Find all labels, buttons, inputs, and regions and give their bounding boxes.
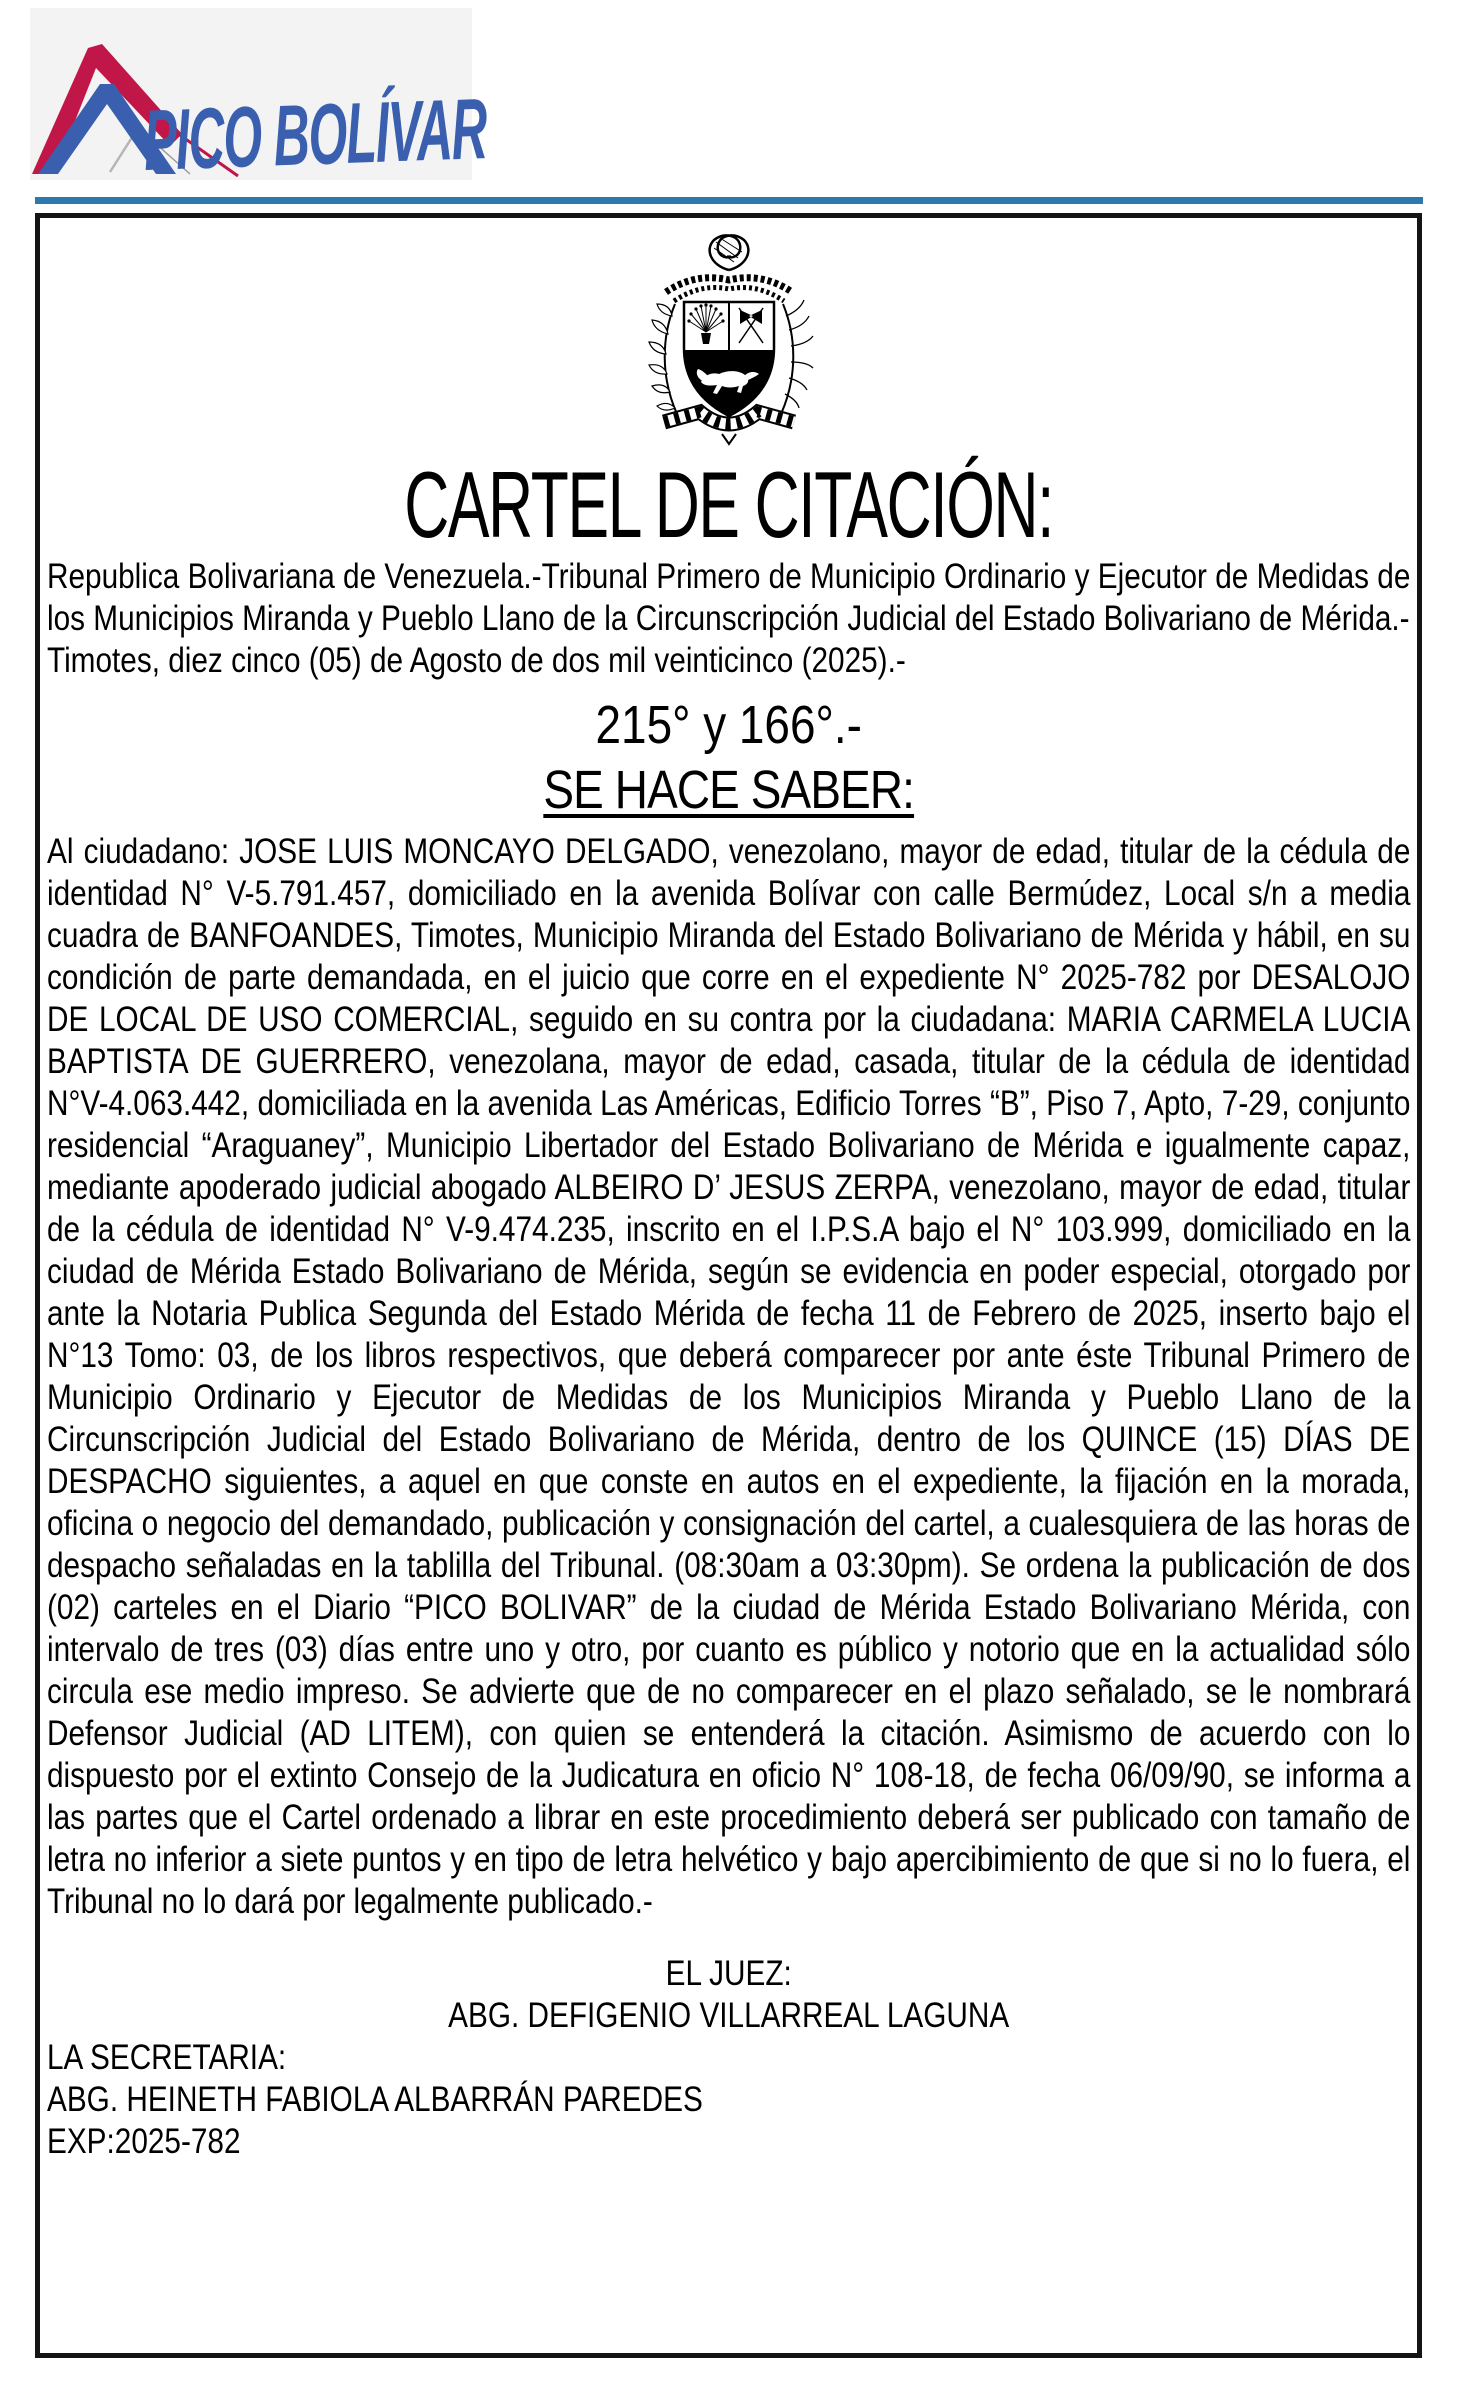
notice-body-paragraph: Al ciudadano: JOSE LUIS MONCAYO DELGADO, venezolano, mayor de edad, titular de la cédula de identidad N° V-5.791.457, domiciliado en la avenida Bolívar con calle Bermúdez, Local s/n a media cuadra de BANFOANDES, Timotes, Municipio Miranda del Estado Bolivariano de Mérida y hábil, en su condición de parte demandada, en el juicio que corre en el expediente N° 2025-782 por DESALOJO DE LOCAL DE USO COMERCIAL, seguido en su contra por la ciudadana: MARIA CARMELA LUCIA BAPTISTA DE GUERRERO, venezolana, mayor de edad, casada, titular de la cédula de identidad N°V-4.063.442, domiciliada en la avenida Las Américas, Edificio Torres “B”, Piso 7, Apto, 7-29, conjunto residencial “Araguaney”, Municipio Libertador del Estado Bolivariano de Mérida e igualmente capaz, mediante apoderado judicial abogado ALBEIRO D’ JESUS ZERPA, venezolano, mayor de edad, titular de la cédula de identidad N° V-9.474.235, inscrito en el I.P.S.A bajo el N° 103.999, domiciliado en la ciudad de Mérida Estado Bolivariano de Mérida, según se evidencia en poder especial, otorgado por ante la Notaria Publica Segunda del Estado Mérida de fecha 11 de Febrero de 2025, inserto bajo el N°13 Tomo: 03, de los libros respectivos, que deberá comparecer por ante éste Tribunal Primero de Municipio Ordinario y Ejecutor de Medidas de los Municipios Miranda y Pueblo Llano de la Circunscripción Judicial del Estado Bolivariano de Mérida, dentro de los QUINCE (15) DÍAS DE DESPACHO siguientes, a aquel en que conste en autos en el expediente, la fijación en la morada, oficina o negocio del demandado, publicación y consignación del cartel, a cualesquiera de las horas de despacho señaladas en la tablilla del Tribunal. (08:30am a 03:30pm). Se ordena la publicación de dos (02) carteles en el Diario “PICO BOLIVAR” de la ciudad de Mérida Estado Bolivariano Mérida, con intervalo de tres (03) días entre uno y otro, por cuanto es público y notorio que en la actualidad sólo circula ese medio impreso. Se advierte que de no comparecer en el plazo señalado, se le nombrará Defensor Judicial (AD LITEM), con quien se entenderá la citación. Asimismo de acuerdo con lo dispuesto por el extinto Consejo de la Judicatura en oficio N° 108-18, de fecha 06/09/90, se informa a las partes que el Cartel ordenado a librar en este procedimiento deberá ser publicado con tamaño de letra no inferior a siete puntos y en tipo de letra helvético y bajo apercibimiento de que si no lo fuera, el Tribunal no lo dará por legalmente publicado.- [47, 832, 1411, 1922]
case-number: EXP:2025-782 [47, 2122, 241, 2162]
se-hace-saber-heading: SE HACE SABER: [543, 760, 915, 821]
venezuela-coat-of-arms-icon [644, 230, 814, 450]
secretary-name: ABG. HEINETH FABIOLA ALBARRÁN PAREDES [47, 2080, 703, 2120]
dateline: Timotes, diez cinco (05) de Agosto de dos mil veinticinco (2025).- [47, 640, 906, 680]
judge-name: ABG. DEFIGENIO VILLARREAL LAGUNA [448, 1996, 1010, 2036]
judge-label: EL JUEZ: [665, 1954, 792, 1994]
anniversary-years-line: 215° y 166°.- [595, 694, 862, 755]
logo-wordmark: PICO BOLÍVAR [142, 81, 488, 189]
masthead-divider [35, 197, 1423, 204]
newspaper-masthead [0, 0, 1457, 204]
notice-content [47, 452, 1411, 2163]
secretary-label: LA SECRETARIA: [47, 2038, 287, 2078]
notice-border-box [35, 213, 1422, 2358]
notice-title: CARTEL DE CITACIÓN: [404, 452, 1054, 557]
court-header-paragraph: Republica Bolivariana de Venezuela.-Tribunal Primero de Municipio Ordinario y Ejecutor de Medidas de los Municipios Miranda y Pueblo Llano de la Circunscripción Judicial del Estado Bolivariano de Mérida.- [47, 556, 1411, 638]
signature-spacer [47, 1923, 1410, 1953]
pico-bolivar-logo [30, 8, 488, 189]
